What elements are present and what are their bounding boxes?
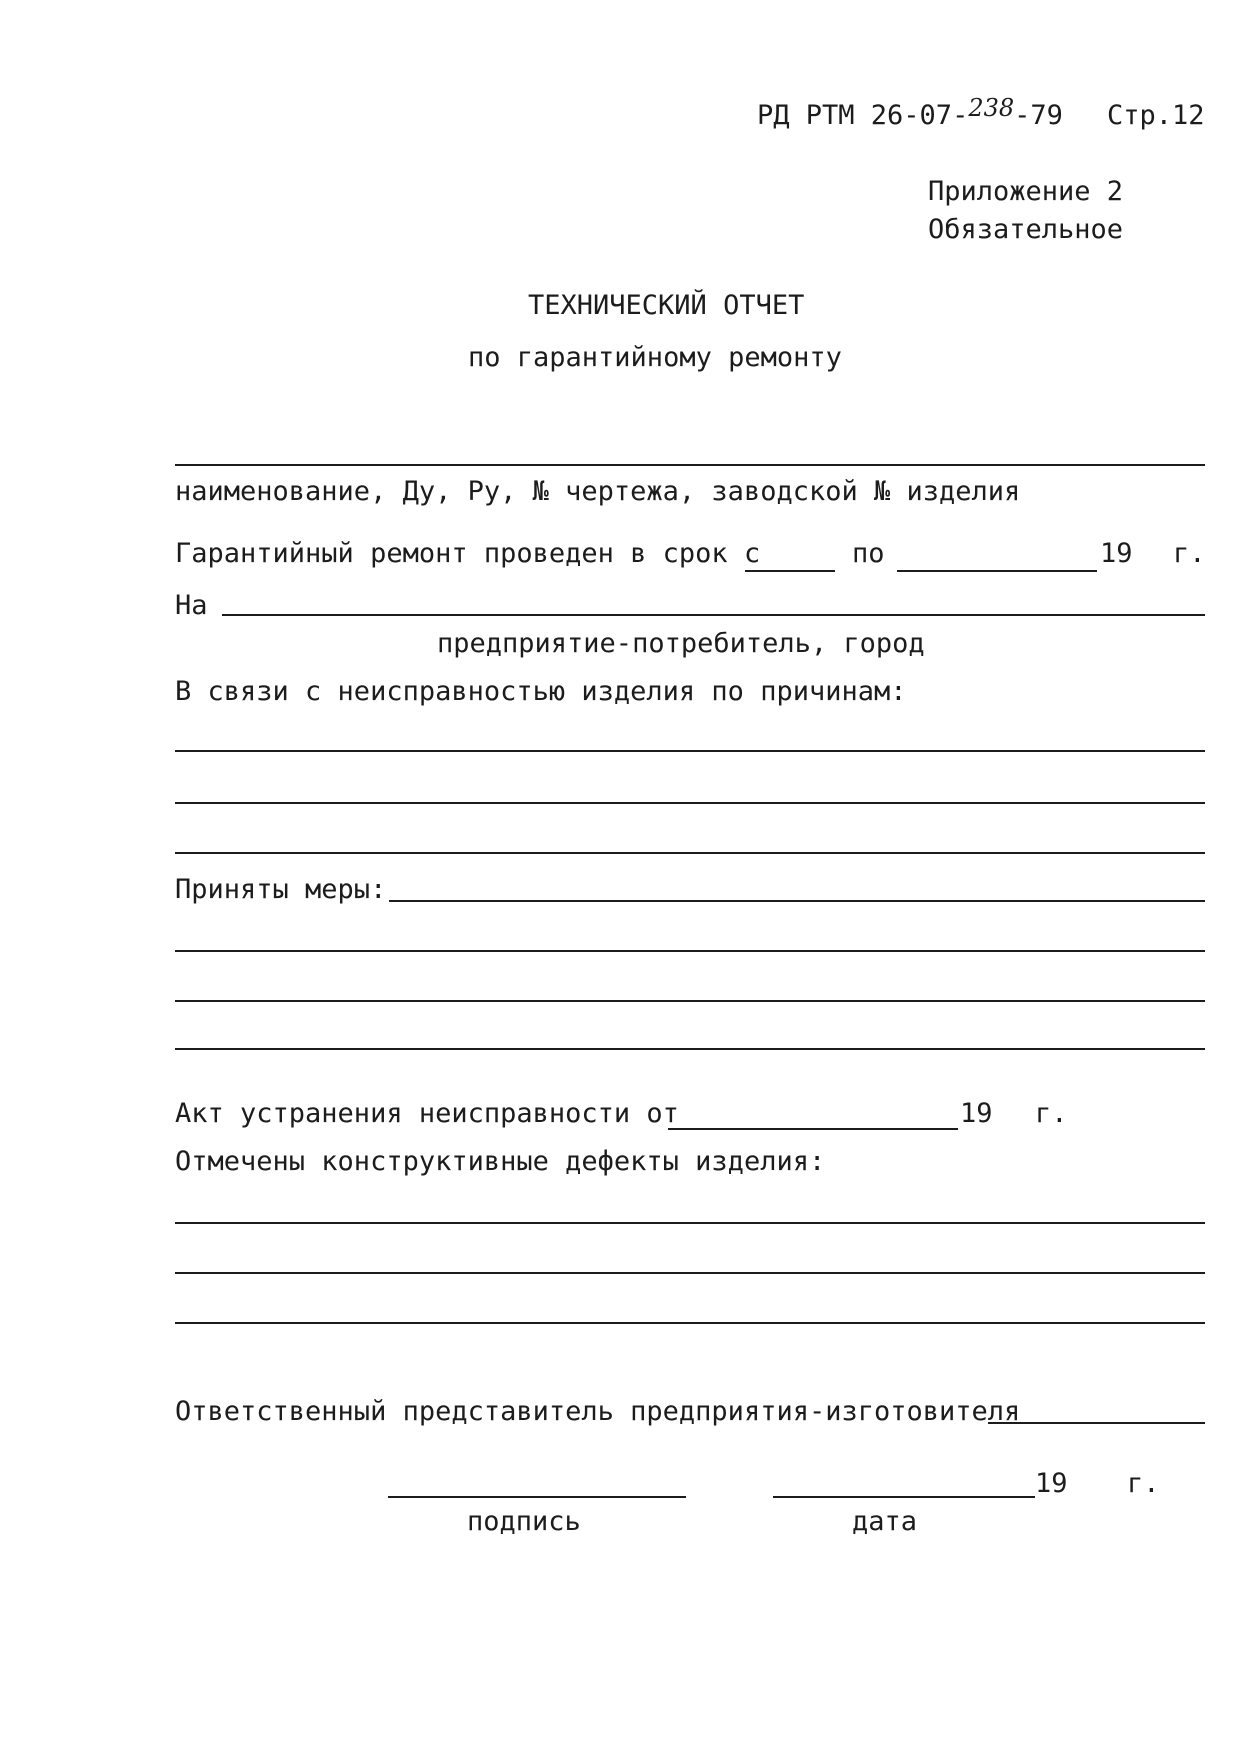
date-line <box>773 1496 1035 1498</box>
measures-label: Приняты меры: <box>175 874 387 905</box>
document-code <box>757 94 1063 131</box>
appendix-status: Обязательное <box>928 214 1124 245</box>
page-number: Стр.12 <box>1107 100 1205 131</box>
repair-period-to: по <box>852 538 885 569</box>
page-title: ТЕХНИЧЕСКИЙ ОТЧЕТ <box>528 290 805 321</box>
document-code-handwritten-number: 238 <box>968 94 1015 122</box>
defects-label: Отмечены конструктивные дефекты изделия: <box>175 1146 826 1177</box>
reasons-line-2 <box>175 802 1205 804</box>
product-line <box>175 464 1205 466</box>
repair-end-line <box>897 570 1097 572</box>
measures-line-3 <box>175 1000 1205 1002</box>
reasons-label: В связи с неисправностью изделия по причинам: <box>175 676 907 707</box>
page-subtitle: по гарантийному ремонту <box>468 342 842 373</box>
measures-line-1 <box>389 900 1205 902</box>
defects-line-2 <box>175 1272 1205 1274</box>
document-code-suffix: -79 <box>1014 100 1063 131</box>
defects-line-3 <box>175 1322 1205 1324</box>
consumer-line <box>222 614 1205 616</box>
act-year-prefix: 19 <box>960 1098 993 1129</box>
signature-line <box>388 1496 686 1498</box>
repair-year-prefix: 19 <box>1100 538 1133 569</box>
act-date-line <box>668 1128 958 1130</box>
representative-line <box>988 1422 1205 1424</box>
appendix-label: Приложение 2 <box>928 176 1124 207</box>
signature-caption: подпись <box>467 1506 581 1537</box>
consumer-caption: предприятие-потребитель, город <box>437 628 925 659</box>
product-caption: наименование, Ду, Ру, № чертежа, заводской № изделия <box>175 476 1021 507</box>
date-year-suffix: г. <box>1127 1468 1160 1499</box>
defects-line-1 <box>175 1222 1205 1224</box>
measures-line-4 <box>175 1048 1205 1050</box>
reasons-line-1 <box>175 750 1205 752</box>
reasons-line-3 <box>175 852 1205 854</box>
date-caption: дата <box>852 1506 918 1537</box>
repair-period-label: Гарантийный ремонт проведен в срок с <box>175 538 761 569</box>
repair-start-line <box>745 570 835 572</box>
document-code-prefix: РД РТМ 26-07- <box>757 100 969 131</box>
representative-label: Ответственный представитель предприятия-изготовителя <box>175 1396 1021 1427</box>
act-label: Акт устранения неисправности от <box>175 1098 679 1129</box>
date-year-prefix: 19 <box>1035 1468 1068 1499</box>
measures-line-2 <box>175 950 1205 952</box>
act-year-suffix: г. <box>1035 1098 1068 1129</box>
consumer-label: На <box>175 590 208 621</box>
repair-year-suffix: г. <box>1173 538 1206 569</box>
